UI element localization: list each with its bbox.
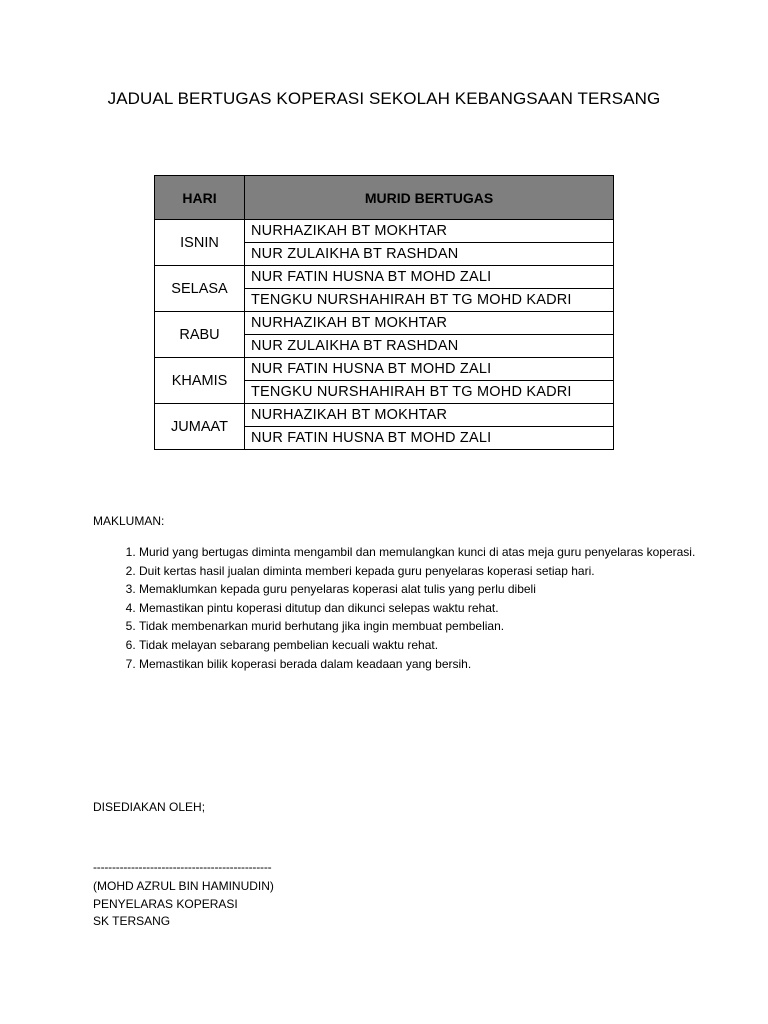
table-row	[155, 220, 614, 243]
table-row	[155, 404, 614, 427]
signer-school: SK TERSANG	[93, 914, 171, 928]
header-students: MURID BERTUGAS	[245, 176, 614, 220]
table-row	[155, 312, 614, 335]
signature-line: -----------------------------------------------	[93, 860, 272, 874]
notes-list	[93, 543, 699, 673]
duty-roster-table	[154, 175, 614, 450]
student-cell: NURHAZIKAH BT MOKHTAR	[245, 404, 614, 427]
day-cell: RABU	[155, 312, 245, 358]
student-cell: NUR FATIN HUSNA BT MOHD ZALI	[245, 266, 614, 289]
page-title: JADUAL BERTUGAS KOPERASI SEKOLAH KEBANGSAAN TERSANG	[107, 89, 661, 108]
day-cell: JUMAAT	[155, 404, 245, 450]
day-cell: KHAMIS	[155, 358, 245, 404]
list-item: 2. Duit kertas hasil jualan diminta memberi kepada guru penyelaras koperasi setiap hari.	[139, 562, 699, 581]
signer-block	[93, 878, 274, 931]
list-item: 7. Memastikan bilik koperasi berada dalam keadaan yang bersih.	[139, 655, 699, 674]
table-row	[155, 266, 614, 289]
student-cell: NUR ZULAIKHA BT RASHDAN	[245, 335, 614, 358]
header-day: HARI	[155, 176, 245, 220]
list-item: 1. Murid yang bertugas diminta mengambil dan memulangkan kunci di atas meja guru penyelaras koperasi.	[139, 543, 699, 562]
student-cell: NURHAZIKAH BT MOKHTAR	[245, 220, 614, 243]
day-cell: ISNIN	[155, 220, 245, 266]
student-cell: NUR ZULAIKHA BT RASHDAN	[245, 243, 614, 266]
list-item: 5. Tidak membenarkan murid berhutang jika ingin membuat pembelian.	[139, 617, 699, 636]
student-cell: NUR FATIN HUSNA BT MOHD ZALI	[245, 358, 614, 381]
notes-heading: MAKLUMAN:	[93, 514, 165, 528]
student-cell: NUR FATIN HUSNA BT MOHD ZALI	[245, 427, 614, 450]
student-cell: TENGKU NURSHAHIRAH BT TG MOHD KADRI	[245, 381, 614, 404]
prepared-by-label: DISEDIAKAN OLEH;	[93, 800, 206, 814]
student-cell: NURHAZIKAH BT MOKHTAR	[245, 312, 614, 335]
student-cell: TENGKU NURSHAHIRAH BT TG MOHD KADRI	[245, 289, 614, 312]
table-row	[155, 358, 614, 381]
signer-name: (MOHD AZRUL BIN HAMINUDIN)	[93, 879, 274, 893]
list-item: 4. Memastikan pintu koperasi ditutup dan dikunci selepas waktu rehat.	[139, 599, 699, 618]
signer-position: PENYELARAS KOPERASI	[93, 896, 238, 911]
list-item: 3. Memaklumkan kepada guru penyelaras koperasi alat tulis yang perlu dibeli	[139, 580, 699, 599]
day-cell: SELASA	[155, 266, 245, 312]
list-item: 6. Tidak melayan sebarang pembelian kecuali waktu rehat.	[139, 636, 699, 655]
table-header-row	[155, 176, 614, 220]
